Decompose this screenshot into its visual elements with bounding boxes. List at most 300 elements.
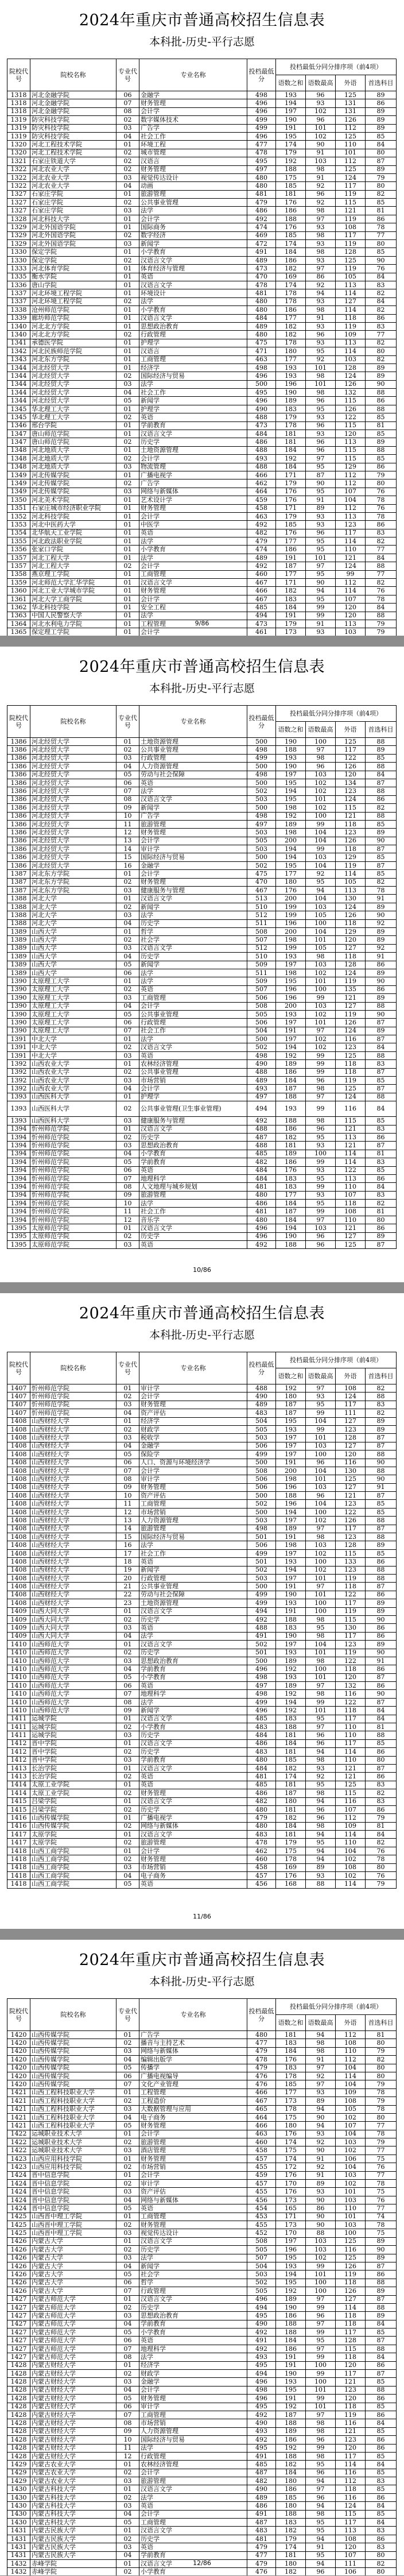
chinese-cell: 97 [306,265,336,273]
min-score-cell: 480 [247,1805,276,1813]
chinese-cell: 100 [306,919,336,927]
chinese-cell: 95 [306,1624,336,1632]
elective-cell: 88 [366,738,397,746]
chinese-cell: 95 [306,595,336,603]
school-name-cell: 河北经贸大学 [30,779,116,787]
elective-cell: 83 [366,1060,397,1068]
chinese-cell: 91 [306,2056,336,2064]
major-code-cell: 06 [116,969,139,977]
chinese-cell: 97 [306,1027,336,1035]
min-score-cell: 506 [247,1475,276,1483]
elective-cell: 85 [366,2378,397,2386]
min-score-cell: 487 [247,1133,276,1141]
header-chinese: 语数最高 [306,75,336,91]
school-code-cell: 1389 [7,961,30,969]
chinese-math-cell: 193 [276,2262,306,2270]
elective-cell: 81 [366,1822,397,1830]
school-name-cell: 唐山师范学院 [30,430,116,438]
foreign-cell: 128 [336,1434,366,1442]
major-name-cell: 旅游管理 [139,1525,247,1533]
chinese-cell: 93 [306,1393,336,1401]
foreign-cell: 124 [336,1093,366,1101]
major-code-cell: 10 [116,2436,139,2444]
foreign-cell: 114 [336,2072,366,2080]
table-row [7,2477,397,2485]
chinese-cell: 94 [306,2105,336,2113]
chinese-cell: 97 [306,1723,336,1731]
school-code-cell: 1408 [7,1583,30,1591]
school-name-cell: 保定理工学院 [30,628,116,636]
school-code-cell: 1389 [7,927,30,935]
school-name-cell: 山西师范大学 [30,1698,116,1706]
school-code-cell: 1389 [7,944,30,952]
elective-cell: 87 [366,2337,397,2345]
school-code-cell: 1409 [7,1624,30,1632]
min-score-cell: 500 [247,1459,276,1467]
major-code-cell: 01 [116,223,139,231]
table-row [7,2047,397,2055]
min-score-cell: 499 [247,116,276,124]
school-name-cell: 内蒙古科技大学 [30,2502,116,2510]
chinese-math-cell: 183 [276,2519,306,2527]
elective-cell: 83 [366,1158,397,1166]
table-row [7,2419,397,2427]
min-score-cell: 500 [247,1492,276,1500]
major-code-cell: 05 [116,2271,139,2279]
major-name-cell: 法学 [139,380,247,388]
table-row [7,2213,397,2221]
foreign-cell: 119 [336,861,366,869]
major-code-cell: 03 [116,994,139,1002]
elective-cell: 80 [366,1863,397,1871]
chinese-math-cell: 184 [276,2047,306,2055]
table-row [7,2105,397,2113]
school-code-cell: 1394 [7,1216,30,1224]
chinese-math-cell: 177 [276,314,306,322]
school-name-cell: 山西财经大学 [30,1566,116,1574]
school-name-cell: 河北经贸大学 [30,746,116,754]
elective-cell: 75 [366,2229,397,2237]
chinese-math-cell: 186 [276,2485,306,2493]
elective-cell: 88 [366,2303,397,2311]
school-name-cell: 运城学院 [30,1715,116,1723]
elective-cell: 88 [366,389,397,397]
major-name-cell: 法学 [139,2444,247,2452]
table-row [7,2221,397,2229]
elective-cell: 85 [366,820,397,828]
school-code-cell: 1362 [7,604,30,612]
min-score-cell: 506 [247,1019,276,1027]
table-row [7,2386,397,2394]
chinese-cell: 96 [306,446,336,454]
major-code-cell: 04 [116,389,139,397]
chinese-cell: 95 [306,537,336,546]
elective-cell: 77 [366,2146,397,2155]
foreign-cell: 120 [336,2543,366,2551]
table-row [7,2519,397,2527]
min-score-cell: 485 [247,1150,276,1158]
school-name-cell: 忻州师范学院 [30,1191,116,1199]
min-score-cell: 458 [247,1863,276,1871]
min-score-cell: 489 [247,1077,276,1085]
elective-cell: 81 [366,1208,397,1216]
school-name-cell: 内蒙古民族大学 [30,2543,116,2551]
school-name-cell: 山西财经大学 [30,1434,116,1442]
chinese-cell: 99 [306,2395,336,2403]
major-code-cell: 05 [116,2329,139,2337]
foreign-cell: 112 [336,124,366,132]
chinese-cell: 101 [306,2271,336,2279]
chinese-math-cell: 194 [276,853,306,861]
major-name-cell: 酒店管理 [139,2146,247,2155]
major-name-cell: 历史学 [139,1133,247,1141]
school-name-cell: 河北大学 [30,895,116,903]
major-code-cell: 03 [116,2477,139,2485]
major-code-cell: 05 [116,2519,139,2527]
school-name-cell: 内蒙古民族大学 [30,2535,116,2543]
elective-cell: 87 [366,1241,397,1249]
school-code-cell: 1390 [7,985,30,993]
table-row [7,820,397,828]
elective-cell: 89 [366,936,397,944]
chinese-math-cell: 200 [276,1002,306,1010]
chinese-cell: 93 [306,99,336,107]
foreign-cell: 118 [336,1707,366,1715]
major-code-cell: 07 [116,1174,139,1182]
min-score-cell: 473 [247,421,276,430]
school-name-cell: 河北经贸大学 [30,861,116,869]
school-code-cell: 1428 [7,2452,30,2460]
chinese-cell: 99 [306,820,336,828]
major-name-cell: 广告学 [139,479,247,488]
school-code-cell: 1321 [7,157,30,165]
min-score-cell: 476 [247,2568,276,2575]
min-score-cell: 480 [247,297,276,305]
school-code-cell: 1431 [7,2527,30,2535]
min-score-cell: 494 [247,1101,276,1117]
chinese-cell: 90 [306,2196,336,2204]
major-name-cell: 法学 [139,1632,247,1640]
table-row [7,1459,397,1467]
chinese-math-cell: 194 [276,1508,306,1516]
chinese-math-cell: 180 [276,2122,306,2130]
elective-cell: 87 [366,1698,397,1706]
major-name-cell: 农林经济管理 [139,1060,247,1068]
major-code-cell: 09 [116,1191,139,1199]
table-row [7,795,397,803]
major-code-cell: 02 [116,1839,139,1847]
major-name-cell: 会计学 [139,2130,247,2138]
chinese-cell: 96 [306,2469,336,2477]
school-name-cell: 山西大学 [30,953,116,961]
chinese-math-cell: 180 [276,1393,306,1401]
major-code-cell: 03 [116,380,139,388]
foreign-cell: 126 [336,837,366,845]
min-score-cell: 481 [247,289,276,297]
min-score-cell: 480 [247,1756,276,1764]
chinese-cell: 99 [306,1101,336,1117]
foreign-cell: 121 [336,1773,366,1781]
school-name-cell: 河北经贸大学 [30,771,116,779]
school-name-cell: 运城职业技术大学 [30,2138,116,2146]
chinese-cell: 93 [306,1191,336,1199]
min-score-cell: 467 [247,887,276,895]
min-score-cell: 470 [247,273,276,281]
elective-cell: 75 [366,2188,397,2196]
major-name-cell: 环境工程 [139,141,247,149]
min-score-cell: 492 [247,2436,276,2444]
table-row [7,1566,397,1574]
chinese-cell: 93 [306,223,336,231]
elective-cell: 87 [366,861,397,869]
chinese-cell: 102 [306,779,336,787]
min-score-cell: 464 [247,2113,276,2121]
chinese-math-cell: 200 [276,837,306,845]
elective-cell: 80 [366,2568,397,2575]
foreign-cell: 118 [336,2312,366,2320]
table-row [7,612,397,620]
chinese-math-cell: 171 [276,471,306,479]
school-name-cell: 晋中信息学院 [30,2180,116,2188]
foreign-cell: 112 [336,157,366,165]
min-score-cell: 477 [247,141,276,149]
chinese-cell: 102 [306,1035,336,1043]
foreign-cell: 120 [336,1451,366,1459]
school-code-cell: 1421 [7,2105,30,2113]
major-name-cell: 汉语言文学 [139,795,247,803]
school-code-cell: 1361 [7,595,30,603]
foreign-cell: 103 [336,628,366,636]
table-row [7,2279,397,2287]
chinese-cell: 97 [306,2064,336,2072]
major-name-cell: 新闻学 [139,903,247,911]
major-code-cell: 01 [116,446,139,454]
chinese-cell: 103 [306,1002,336,1010]
major-name-cell: 英语 [139,1682,247,1690]
chinese-cell: 92 [306,199,336,207]
foreign-cell: 118 [336,2279,366,2287]
min-score-cell: 506 [247,994,276,1002]
school-code-cell: 1340 [7,331,30,339]
foreign-cell: 107 [336,488,366,496]
table-row [7,1060,397,1068]
chinese-math-cell: 180 [276,2477,306,2485]
elective-cell: 90 [366,1475,397,1483]
page-subtitle: 本科批-历史-平行志愿 [149,1975,255,1988]
major-code-cell: 02 [116,1748,139,1756]
foreign-cell: 128 [336,2337,366,2345]
header-school-name: 院校名称 [30,706,116,738]
foreign-cell: 124 [336,795,366,803]
major-code-cell: 01 [116,2237,139,2245]
school-code-cell: 1431 [7,2543,30,2551]
school-name-cell: 忻州师范学院 [30,1133,116,1141]
school-name-cell: 忻州师范学院 [30,1401,116,1409]
chinese-math-cell: 192 [276,2444,306,2452]
table-row [7,1191,397,1199]
major-code-cell: 11 [116,1500,139,1508]
school-name-cell: 廊坊师范学院 [30,314,116,322]
min-score-cell: 484 [247,430,276,438]
elective-cell: 85 [366,455,397,463]
chinese-cell: 100 [306,738,336,746]
elective-cell: 87 [366,1583,397,1591]
chinese-cell: 101 [306,380,336,388]
table-row [7,754,397,762]
elective-cell: 86 [366,1133,397,1141]
header-ranking-group: 投档最低分同分排序项（前4项） [276,1352,397,1368]
school-code-cell: 1427 [7,2312,30,2320]
elective-cell: 88 [366,1574,397,1582]
table-row [7,405,397,413]
chinese-cell: 97 [306,2080,336,2088]
table-row [7,1093,397,1101]
min-score-cell: 483 [247,1409,276,1417]
table-row [7,488,397,496]
school-code-cell: 1418 [7,1855,30,1863]
table-row [7,1814,397,1822]
chinese-math-cell: 188 [276,1723,306,1731]
chinese-cell: 98 [306,2452,336,2460]
school-code-cell: 1394 [7,1208,30,1216]
school-name-cell: 山西传媒学院 [30,2064,116,2072]
foreign-cell: 123 [336,1043,366,1051]
major-name-cell: 环境设计 [139,289,247,297]
table-row [7,248,397,256]
school-code-cell: 1422 [7,2138,30,2146]
chinese-cell: 94 [306,2477,336,2485]
school-name-cell: 石家庄铁道大学 [30,157,116,165]
major-code-cell: 01 [116,595,139,603]
major-code-cell: 01 [116,405,139,413]
major-code-cell: 02 [116,149,139,157]
min-score-cell: 469 [247,231,276,239]
school-code-cell: 1428 [7,2436,30,2444]
chinese-cell: 91 [306,620,336,628]
chinese-math-cell: 175 [276,1847,306,1855]
school-code-cell: 1408 [7,1451,30,1459]
chinese-cell: 90 [306,479,336,488]
school-name-cell: 华北科技学院 [30,604,116,612]
school-name-cell: 晋中信息学院 [30,2188,116,2196]
major-name-cell: 汉语言文学 [139,314,247,322]
school-name-cell: 防灾科技学院 [30,132,116,140]
chinese-math-cell: 182 [276,2527,306,2535]
chinese-cell: 93 [306,1166,336,1174]
table-row [7,985,397,993]
chinese-cell: 91 [306,149,336,157]
elective-cell: 86 [366,1558,397,1566]
major-name-cell: 英语 [139,1051,247,1059]
major-code-cell: 09 [116,1483,139,1491]
school-code-cell: 1328 [7,215,30,223]
table-row [7,496,397,504]
table-row [7,91,397,99]
major-code-cell: 01 [116,1384,139,1393]
elective-cell: 89 [366,994,397,1002]
school-name-cell: 河北地质大学 [30,463,116,471]
min-score-cell: 496 [247,1665,276,1673]
chinese-cell: 93 [306,1764,336,1772]
chinese-math-cell: 180 [276,878,306,886]
school-name-cell: 忻州师范学院 [30,1216,116,1224]
elective-cell: 84 [366,2461,397,2469]
major-name-cell: 行政管理 [139,2452,247,2460]
major-code-cell: 01 [116,1093,139,1101]
school-code-cell: 1410 [7,1682,30,1690]
min-score-cell: 511 [247,919,276,927]
elective-cell: 80 [366,2064,397,2072]
school-code-cell: 1427 [7,2320,30,2328]
chinese-math-cell: 199 [276,911,306,919]
table-row [7,763,397,771]
foreign-cell: 122 [336,1657,366,1665]
header-ranking-group: 投档最低分同分排序项（前4项） [276,706,397,722]
school-name-cell: 晋中学院 [30,1748,116,1756]
chinese-math-cell: 180 [276,1797,306,1805]
chinese-math-cell: 194 [276,99,306,107]
min-score-cell: 490 [247,405,276,413]
foreign-cell: 123 [336,829,366,837]
school-name-cell: 山西传媒学院 [30,2072,116,2080]
table-row [7,1019,397,1027]
elective-cell: 77 [366,2204,397,2213]
major-name-cell: 会计学 [139,512,247,520]
school-name-cell: 山西工商学院 [30,1863,116,1871]
foreign-cell: 119 [336,322,366,330]
min-score-cell: 499 [247,124,276,132]
chinese-math-cell: 184 [276,1739,306,1747]
foreign-cell: 103 [336,2196,366,2204]
school-code-cell: 1426 [7,2279,30,2287]
min-score-cell: 480 [247,331,276,339]
school-name-cell: 内蒙古科技大学 [30,2510,116,2518]
major-code-cell: 06 [116,2279,139,2287]
school-name-cell: 忻州师范学院 [30,1158,116,1166]
chinese-math-cell: 174 [276,2155,306,2163]
table-row [7,1142,397,1150]
header-school-name: 院校名称 [30,1999,116,2031]
school-code-cell: 1358 [7,570,30,578]
school-code-cell: 1392 [7,1085,30,1093]
school-code-cell: 1427 [7,2303,30,2311]
header-ranking-group: 投档最低分同分排序项（前4项） [276,1999,397,2015]
chinese-math-cell: 186 [276,306,306,314]
chinese-math-cell: 185 [276,231,306,239]
header-chinese-math: 语数之和 [276,722,306,738]
chinese-cell: 102 [306,1549,336,1557]
school-code-cell: 1347 [7,430,30,438]
foreign-cell: 117 [336,1401,366,1409]
school-name-cell: 沧州师范学院 [30,306,116,314]
school-code-cell: 1394 [7,1158,30,1166]
major-name-cell: 税收学 [139,1434,247,1442]
table-row [7,1673,397,1681]
foreign-cell: 124 [336,1027,366,1035]
foreign-cell: 123 [336,1641,366,1649]
school-name-cell: 吕梁学院 [30,1797,116,1805]
school-code-cell: 1424 [7,2196,30,2204]
school-name-cell: 河北金融学院 [30,99,116,107]
school-code-cell: 1408 [7,1525,30,1533]
table-row [7,2312,397,2320]
major-name-cell: 哲学 [139,2279,247,2287]
school-name-cell: 忻州师范学院 [30,1409,116,1417]
table-row [7,2411,397,2419]
major-name-cell: 会计学 [139,107,247,115]
chinese-math-cell: 191 [276,1607,306,1615]
major-code-cell: 01 [116,895,139,903]
